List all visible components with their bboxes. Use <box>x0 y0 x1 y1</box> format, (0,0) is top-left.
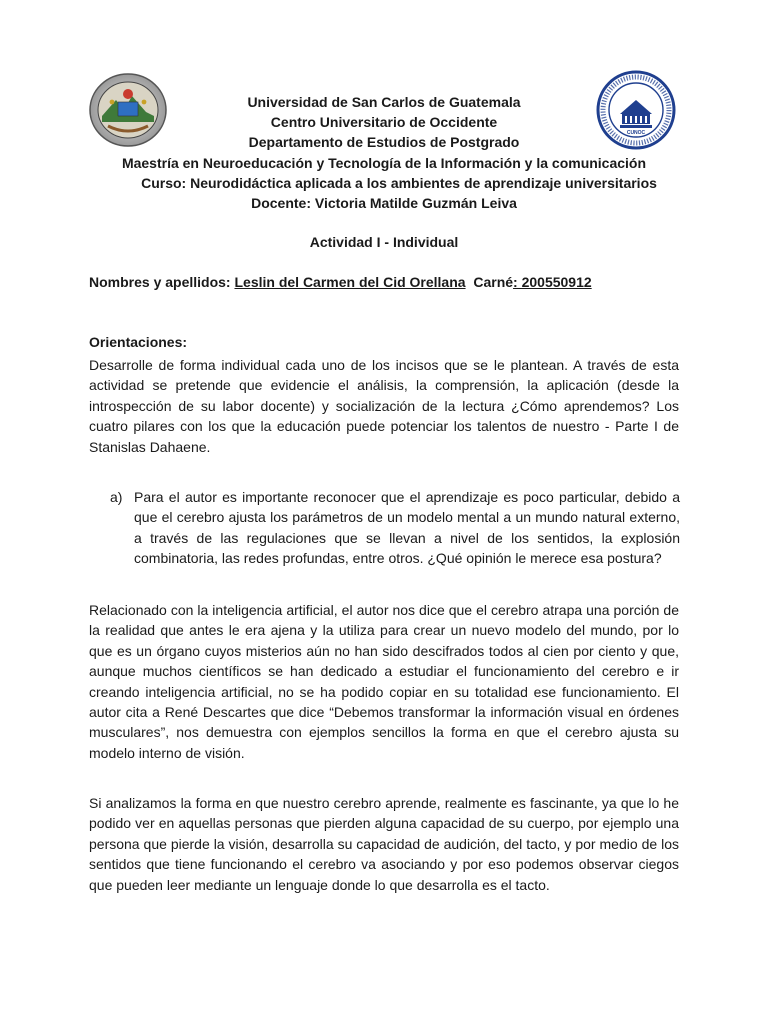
carne-value: : 200550912 <box>513 274 592 290</box>
question-marker: a) <box>110 489 123 505</box>
question-text: Para el autor es importante reconocer que el aprendizaje es poco particular, debido a que el cerebro ajusta los parámetros de un modelo mental a un mundo natural externo, a través de las regulaciones que se llevan a nivel de los sentidos, la explosión combinatoria, las redes profundas, entre otros. ¿Qué opinión le merece esa postura? <box>134 489 680 567</box>
names-label: Nombres y apellidos: <box>89 274 231 290</box>
question-a <box>110 487 680 569</box>
document-header <box>60 92 708 213</box>
university-name: Universidad de San Carlos de Guatemala <box>247 94 521 110</box>
course-name: Curso: Neurodidáctica aplicada a los ambientes de aprendizaje universitarios <box>141 174 657 191</box>
answer-paragraph-1: Relacionado con la inteligencia artificial, el autor nos dice que el cerebro atrapa una porción de la realidad que antes le era ajena y la utiliza para crear un nuevo modelo del mundo, por lo que es un órgano cuyos misterios aún no han sido descifrados todos al cien por ciento y que, aunque muchos científicos se han dedicado a estudiar el funcionamiento del cerebro e ir creando inteligencia artificial, no se ha podido copiar en su totalidad ese funcionamiento. El autor cita a René Descartes que dice “Debemos transformar la información visual en órdenes musculares”, nos demuestra con ejemplos sencillos la forma en que el cerebro ajusta su modelo interno de visión. <box>89 602 679 761</box>
activity-title: Actividad I - Individual <box>309 234 459 250</box>
carne-label: Carné <box>473 274 514 290</box>
center-name: Centro Universitario de Occidente <box>270 114 498 131</box>
program-name: Maestría en Neuroeducación y Tecnología de la Información y la comunicación <box>121 154 647 171</box>
teacher-name: Docente: Victoria Matilde Guzmán Leiva <box>251 195 517 212</box>
orientaciones-title: Orientaciones: <box>89 334 188 350</box>
answer-paragraph-2: Si analizamos la forma en que nuestro cerebro aprende, realmente es fascinante, ya que lo he podido ver en aquellas personas que pierden alguna capacidad de su cuerpo, por ejemplo una persona que pierde la visión, desarrolla su capacidad de audición, del tacto, y por medio de los sentidos que tiene funcionando el cerebro va asociando y por eso podemos observar ciegos que pueden leer mediante un lenguaje donde lo que desarrolla es el tacto. <box>89 795 679 893</box>
student-name: Leslin del Carmen del Cid Orellana <box>234 274 466 290</box>
student-line <box>89 274 592 290</box>
orientaciones-text: Desarrolle de forma individual cada uno de los incisos que se le plantean. A través de esta actividad se pretende que evidencie el análisis, la comprensión, la aplicación (desde la introspección de su labor docente) y socialización de la lectura ¿Cómo aprendemos? Los cuatro pilares con los que la educación puede potenciar los talentos de nuestro - Parte I de Stanislas Dahaene. <box>89 357 679 455</box>
department-name: Departamento de Estudios de Postgrado <box>248 134 520 151</box>
svg-text:CUNOC: CUNOC <box>626 130 646 136</box>
